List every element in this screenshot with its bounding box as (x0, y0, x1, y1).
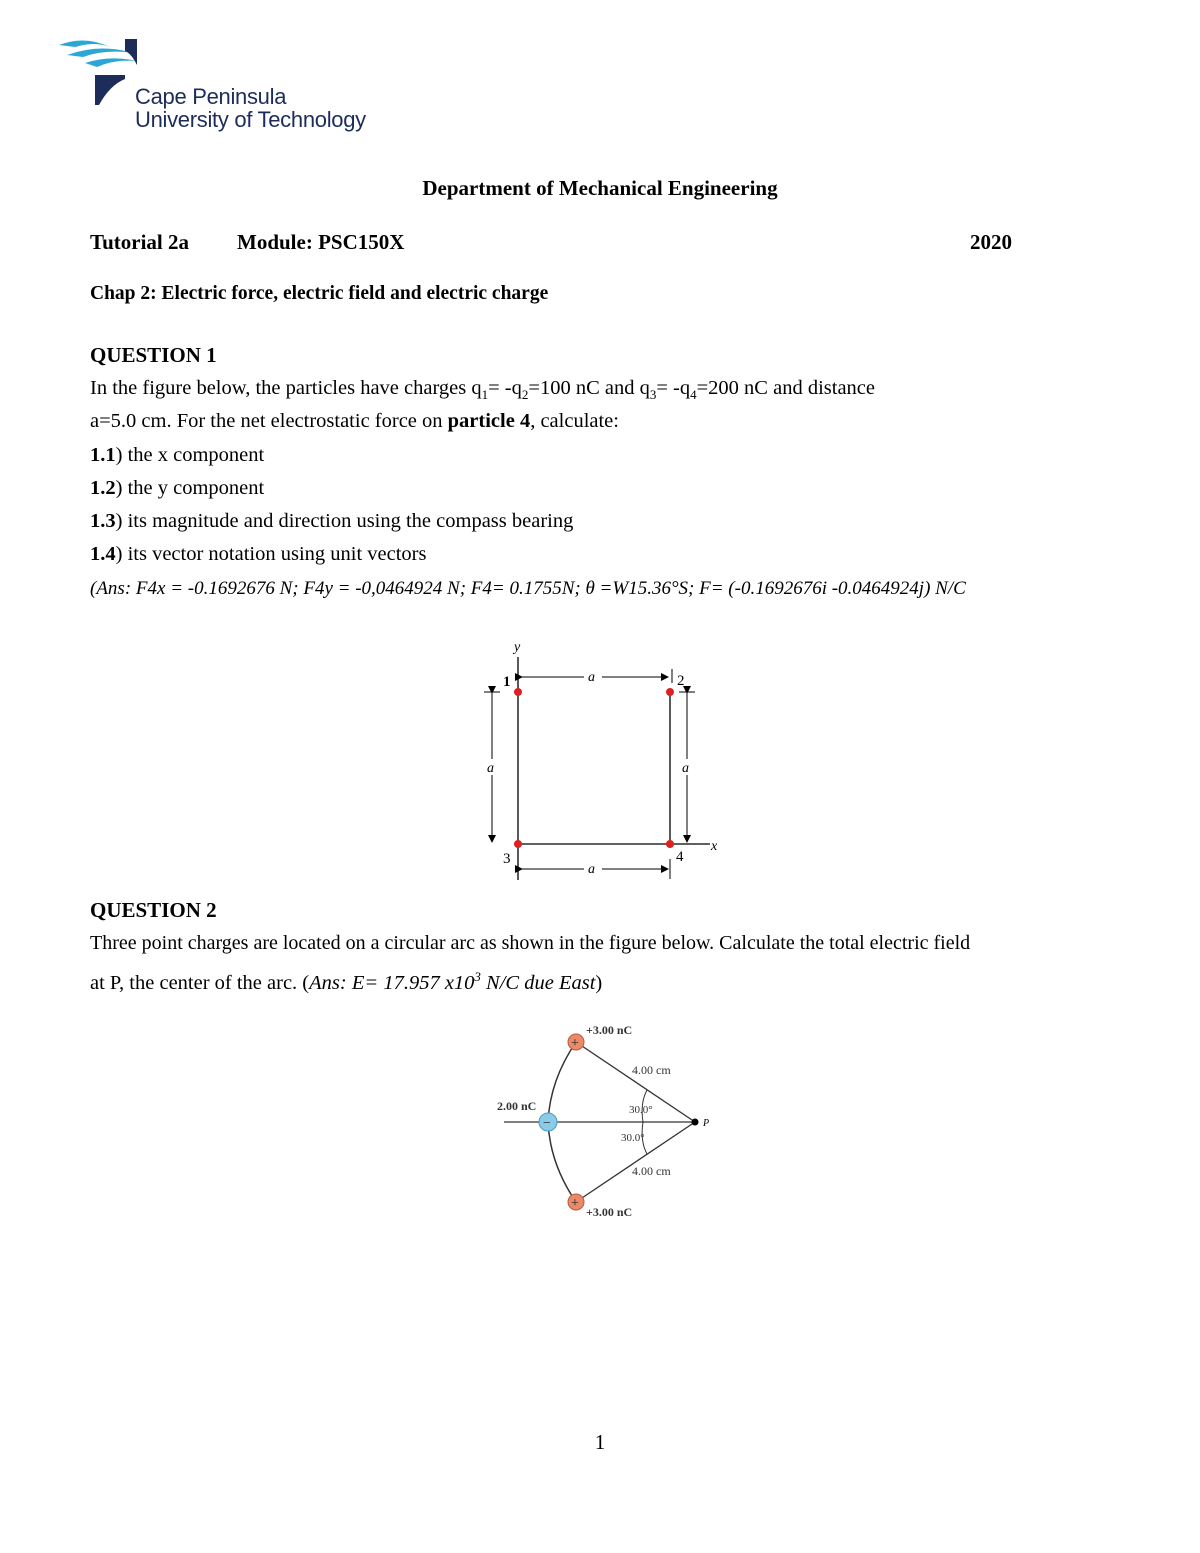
logo-mark-icon (55, 35, 145, 110)
item-number: 1.4 (90, 543, 116, 565)
particle-4-label: 4 (676, 849, 684, 865)
q1-text-part: =200 nC and distance (696, 377, 875, 399)
figure-1-square-charges (470, 635, 740, 885)
item-number: 1.1 (90, 444, 116, 466)
dim-label-bottom: a (588, 862, 595, 877)
q1-text-part: = -q (488, 377, 522, 399)
item-text: ) the x component (115, 444, 265, 466)
q2-text-part: ) (595, 971, 603, 994)
particle-3-label: 3 (503, 851, 511, 867)
dim-label-left: a (487, 761, 494, 776)
q1-text-part: = -q (656, 377, 691, 399)
distance-top-label: 4.00 cm (632, 1063, 671, 1077)
distance-bottom-label: 4.00 cm (632, 1164, 671, 1178)
charge-top-label: +3.00 nC (586, 1023, 633, 1037)
question-2-title: QUESTION 2 (90, 898, 217, 922)
point-p-label: P (703, 1118, 710, 1129)
q2-answer-part: Ans: E= 17.957 x10 (309, 971, 475, 994)
logo-line-1: Cape Peninsula (135, 84, 287, 109)
q1-text-part: In the figure below, the particles have charges q (90, 377, 482, 399)
plus-icon: + (571, 1036, 579, 1051)
q1-sub: 3 (649, 387, 657, 403)
particle-2-label: 2 (677, 673, 685, 689)
question-1-title: QUESTION 1 (90, 343, 217, 367)
university-logo (55, 35, 375, 145)
particle-3 (514, 840, 522, 848)
question-1-item-4 (90, 538, 427, 572)
plus-icon: + (571, 1196, 579, 1211)
q1-sub: 1 (481, 387, 489, 403)
q2-answer-sup: 3 (474, 969, 481, 984)
q1-sub: 2 (521, 387, 529, 403)
item-number: 1.2 (90, 477, 116, 499)
logo-line-2: University of Technology (135, 107, 366, 132)
page-number: 1 (594, 1430, 606, 1454)
y-axis-label: y (514, 640, 521, 655)
item-text: ) the y component (115, 477, 265, 499)
item-text: ) its vector notation using unit vectors (115, 543, 427, 565)
q2-text-part: at P, the center of the arc. ( (90, 971, 310, 994)
point-p (692, 1119, 699, 1126)
angle-bottom-label: 30.0° (621, 1132, 645, 1144)
question-1-item-2 (90, 472, 264, 506)
question-2-text-line-1: Three point charges are located on a circular arc as shown in the figure below. Calculate the total electric field (90, 932, 971, 954)
particle-4 (666, 840, 674, 848)
x-axis-label: x (711, 839, 718, 854)
minus-icon: − (543, 1116, 551, 1131)
q1-text-part: a=5.0 cm. For the net electrostatic force on (90, 410, 448, 432)
question-1-answer: (Ans: F4x = -0.1692676 N; F4y = -0,0464924 N; F4= 0.1755N; θ =W15.36°S; F= (-0.1692676i -0.0464924j) N/C (90, 578, 966, 599)
chapter-title: Chap 2: Electric force, electric field and electric charge (90, 283, 549, 304)
figure-2-arc-charges (490, 1015, 730, 1225)
dim-label-top: a (588, 670, 595, 685)
question-1-item-3 (90, 505, 573, 539)
dim-label-right: a (682, 761, 689, 776)
particle-1-label: 1 (503, 674, 511, 690)
q2-answer-part: N/C due East (480, 971, 596, 994)
q1-bold-part: particle 4 (447, 410, 531, 432)
question-1-text-line-2 (90, 405, 619, 439)
q1-text-part: , calculate: (530, 410, 619, 432)
module-label: Module: PSC150X (237, 230, 405, 254)
question-1-item-1 (90, 439, 264, 473)
question-2-text-line-2 (90, 960, 602, 1000)
department-title: Department of Mechanical Engineering (422, 176, 778, 200)
tutorial-label: Tutorial 2a (90, 230, 189, 254)
charge-bottom-label: +3.00 nC (586, 1205, 633, 1219)
item-number: 1.3 (90, 510, 116, 532)
particle-2 (666, 688, 674, 696)
particle-1 (514, 688, 522, 696)
q1-sub: 4 (690, 387, 697, 403)
angle-top-label: 30.0° (629, 1104, 653, 1116)
item-text: ) its magnitude and direction using the compass bearing (115, 510, 574, 532)
q1-text-part: =100 nC and q (528, 377, 650, 399)
charge-middle-label: 2.00 nC (497, 1099, 537, 1113)
year-label: 2020 (970, 230, 1012, 254)
